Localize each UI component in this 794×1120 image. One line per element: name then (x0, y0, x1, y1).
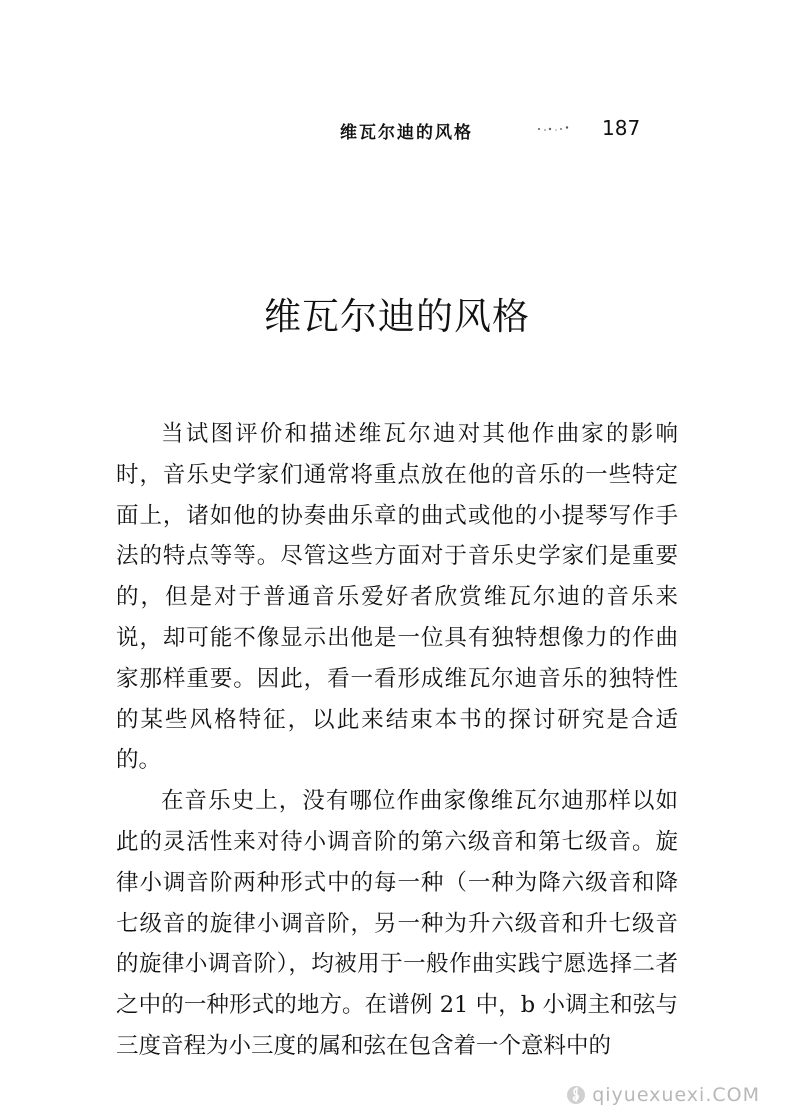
page-number: 187 (602, 116, 641, 140)
running-title: 维瓦尔迪的风格 (340, 123, 473, 143)
watermark (566, 1084, 760, 1106)
watermark-text: qiyuexuexi.COM (592, 1084, 760, 1106)
paragraph: 当试图评价和描述维瓦尔迪对其他作曲家的影响时，音乐史学家们通常将重点放在他的音乐的一些特定面上，诸如他的协奏曲乐章的曲式或他的小提琴写作手法的特点等等。尽管这些方面对于音乐史学家们是重要的，但是对于普通音乐爱好者欣赏维瓦尔迪的音乐来说，却可能不像显示出他是一位具有独特想像力的作曲家那样重要。因此，看一看形成维瓦尔迪音乐的独特性的某些风格特征，以此来结束本书的探讨研究是合适的。 (116, 421, 678, 774)
print-smudge (536, 126, 572, 132)
paragraph: 在音乐史上，没有哪位作曲家像维瓦尔迪那样以如此的灵活性来对待小调音阶的第六级音和第七级音。旋律小调音阶两种形式中的每一种（一种为降六级音和降七级音的旋律小调音阶，另一种为升六级音和升七级音的旋律小调音阶），均被用于一般作曲实践宁愿选择二者之中的一种形式的地方。在谱例 21 中，b 小调主和弦与三度音程为小三度的属和弦在包含着一个意料中的 (116, 788, 678, 1059)
running-head (340, 116, 660, 144)
chapter-title: 维瓦尔迪的风格 (264, 295, 530, 338)
body-text (116, 414, 678, 1067)
treble-clef-icon (566, 1085, 586, 1105)
